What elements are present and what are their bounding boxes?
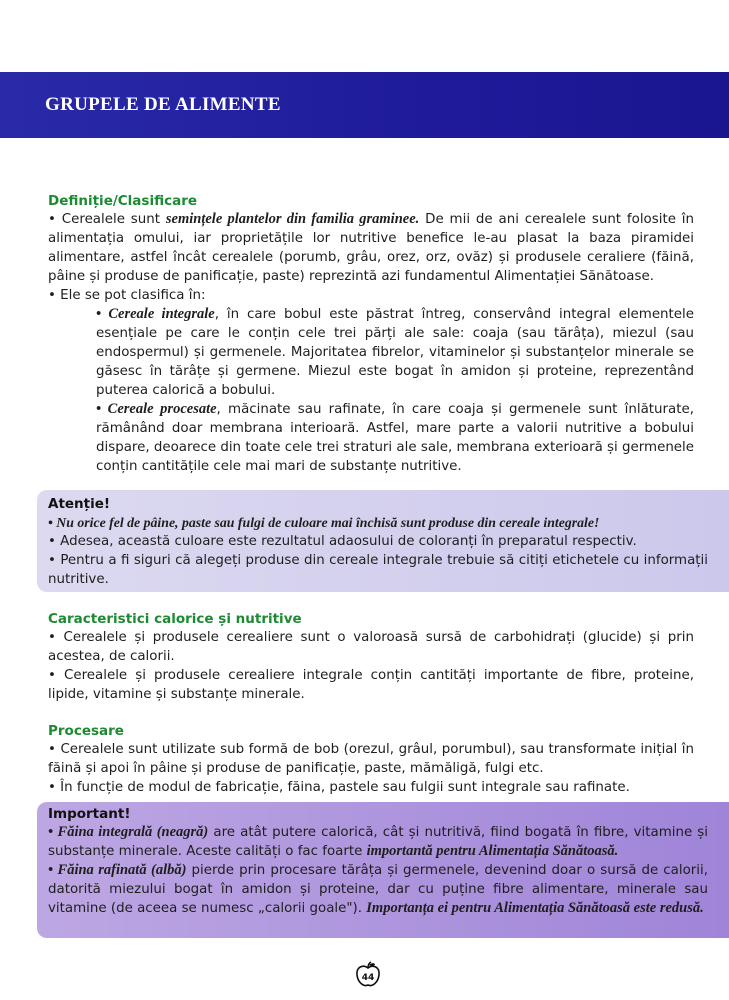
emphasis-graminee: semințele plantelor din familia graminee. xyxy=(165,211,420,227)
heading-definitie: Definiție/Clasificare xyxy=(48,193,198,209)
section-definitie xyxy=(48,192,694,476)
atentie-etichete: • Pentru a fi siguri că alegeți produse din cereale integrale trebuie să citiți etichetele cu informații nutritive. xyxy=(48,553,708,587)
paragraph-cereale-integrale: • Cereale integrale, în care bobul este păstrat întreg, conservând integral elementele esențiale pe care le conțin cele trei părți ale sale: coaja (sau tărâța), miezul (sau endospermul) și germenele. Majoritatea fibrelor, vitaminelor și substanțelor minerale se găsesc în tărâțe și germene. Miezul este bogat în amidon și proteine, reprezentând puterea calorică a bobului. xyxy=(96,306,694,398)
procesare-p2: • În funcție de modul de fabricație, făina, pastele sau fulgii sunt integrale sau rafinate. xyxy=(48,780,630,795)
heading-important: Important! xyxy=(48,806,131,822)
paragraph-clasificare: • Ele se pot clasifica în: xyxy=(48,288,206,303)
paragraph-cereale: • Cerealele sunt semințele plantelor din familia graminee. De mii de ani cerealele sunt folosite în alimentația omului, iar proprietățile lor nutritive benefice le-au plasat la baza piramidei alimentare, astfel încât cerealele (porumb, grâu, orez, orz, ovăz) și produsele ceraliere (făină, pâine și produse de panificație, paste) reprezintă azi fundamentul Alimentației Sănătoase. xyxy=(48,211,695,284)
section-caracteristici xyxy=(48,610,694,704)
atentie-colorant: • Adesea, această culoare este rezultatul adaosului de coloranți în preparatul respectiv. xyxy=(48,534,637,549)
section-procesare xyxy=(48,722,694,797)
important-faina-integrala: • Făina integrală (neagră) are atât putere calorică, cât și nutritivă, fiind bogată în fibre, vitamine și substanțe minerale. Aceste calități o fac foarte importantă pentru Alimentația Sănătoasă. xyxy=(48,824,708,859)
heading-atentie: Atenție! xyxy=(48,496,111,512)
paragraph-cereale-procesate: • Cereale procesate, măcinate sau rafinate, în care coaja și germenele sunt înlăturate, rămânând doar membrana interioară. Astfel, mare parte a valorii nutritive a bobului dispare, deoarece din toate cele trei straturi ale sale, membrana exterioară și germenele conțin cantitățile cele mai mari de substanțe nutritive. xyxy=(96,401,694,474)
important-faina-rafinata: • Făina rafinată (albă) pierde prin procesare tărâța și germenele, devenind doar o sursă de calorii, datorită miezului bogat în amidon și proteine, dar cu puține fibre alimentare, minerale sau vitamine (de aceea se numesc „calorii goale"). Importanța ei pentru Alimentația Sănătoasă este redusă. xyxy=(48,862,708,916)
apple-icon xyxy=(353,960,383,990)
page-number: 44 xyxy=(361,973,375,983)
heading-procesare: Procesare xyxy=(48,723,124,739)
page-title: GRUPELE DE ALIMENTE xyxy=(45,94,281,115)
atentie-warning: • Nu orice fel de pâine, paste sau fulgi de culoare mai închisă sunt produse din cereale integrale! xyxy=(48,515,600,530)
atentie-box xyxy=(37,490,729,592)
procesare-p1: • Cerealele sunt utilizate sub formă de bob (orezul, grâul, porumbul), sau transformate inițial în făină și apoi în pâine și produse de panificație, paste, mămăligă, fulgi etc. xyxy=(48,742,694,776)
header-band xyxy=(0,72,729,138)
heading-caracteristici: Caracteristici calorice și nutritive xyxy=(48,611,302,627)
caracteristici-p2: • Cerealele și produsele cerealiere integrale conțin cantități importante de fibre, proteine, lipide, vitamine și substanțe minerale. xyxy=(48,668,694,702)
caracteristici-p1: • Cerealele și produsele cerealiere sunt o valoroasă sursă de carbohidrați (glucide) și prin acestea, de calorii. xyxy=(48,630,694,664)
important-box xyxy=(37,802,729,938)
